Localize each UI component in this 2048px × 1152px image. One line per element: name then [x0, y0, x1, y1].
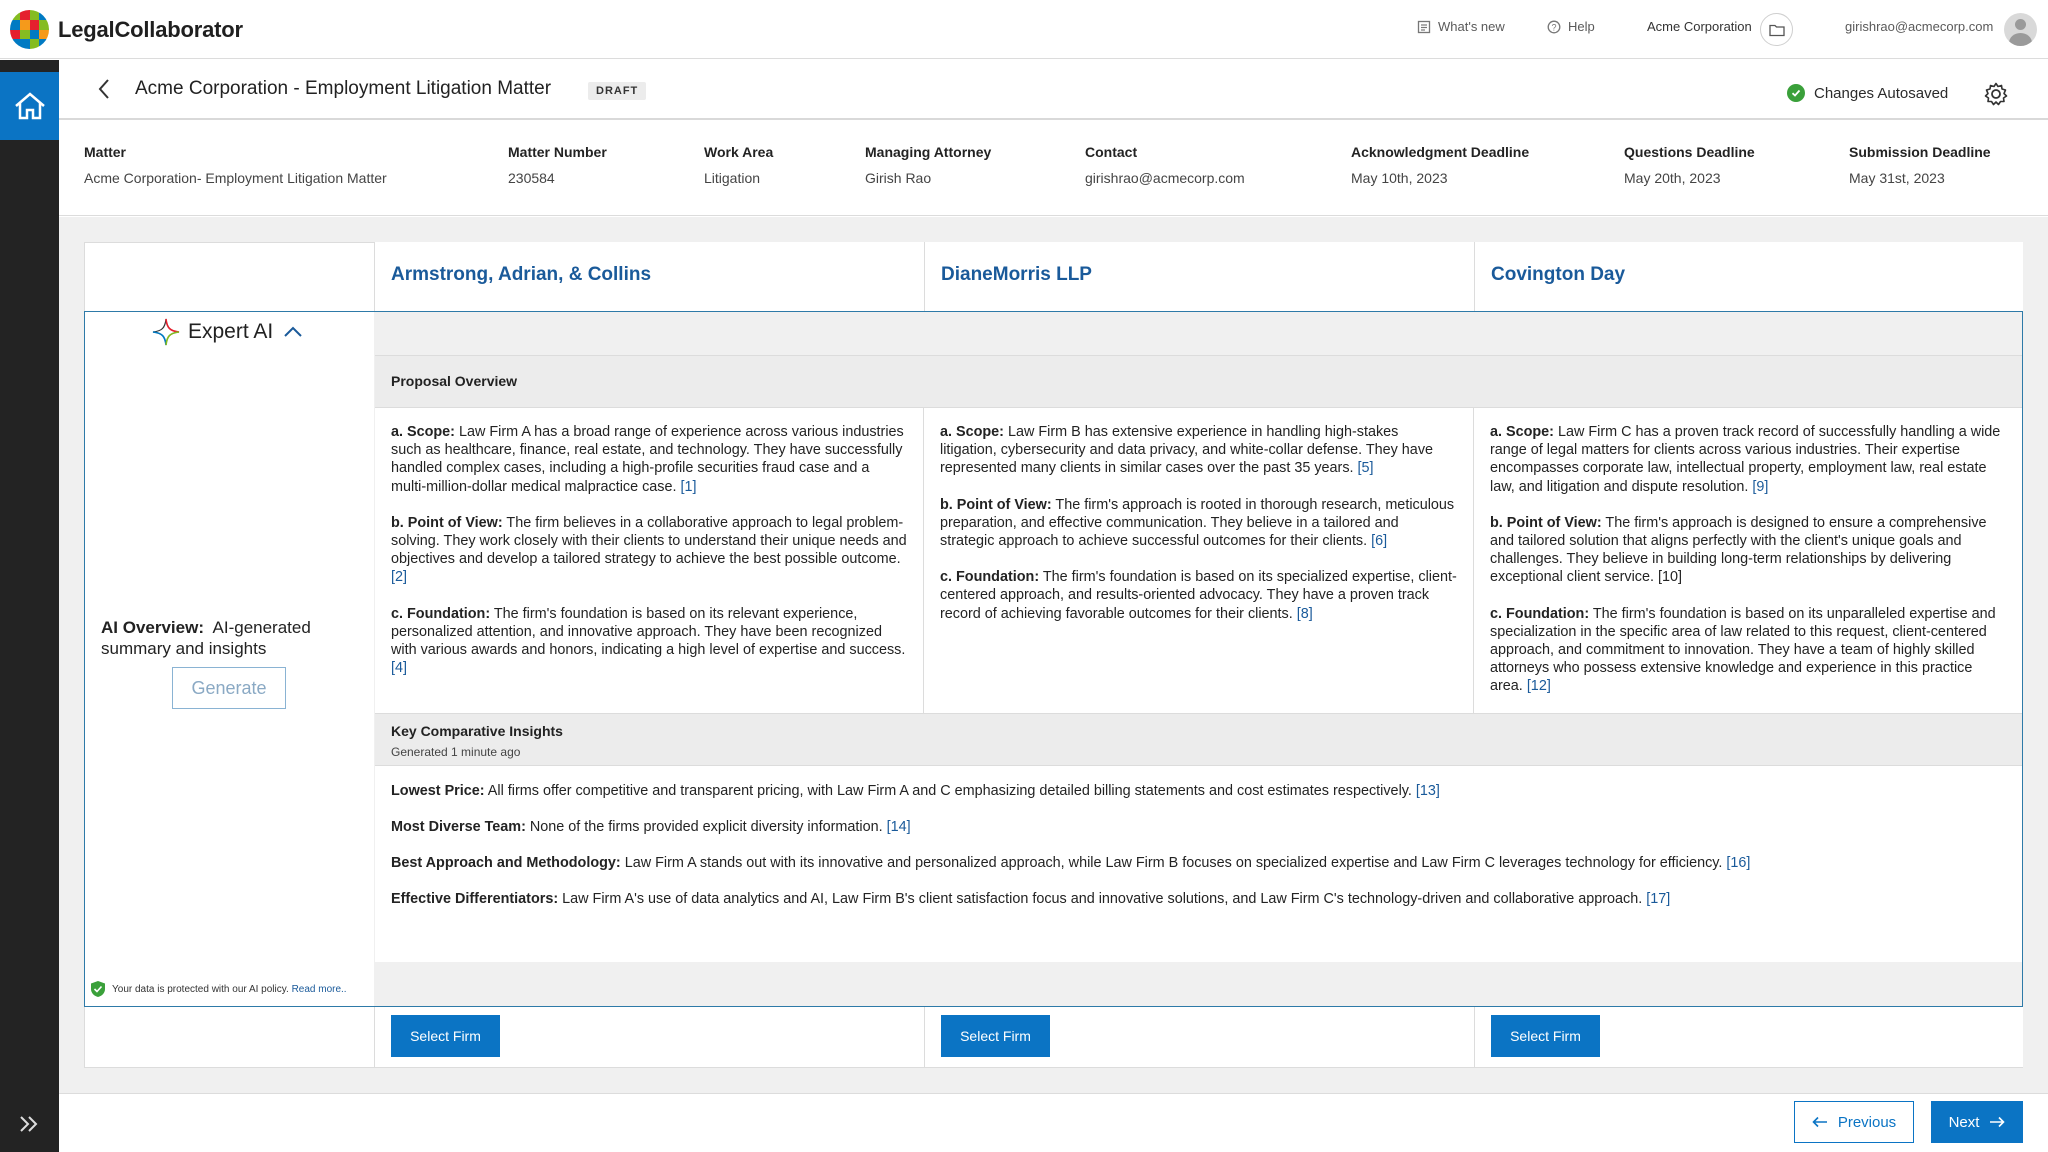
field-value: May 20th, 2023	[1624, 170, 1721, 186]
expand-sidebar-button[interactable]	[18, 1115, 40, 1138]
firm-name[interactable]: DianeMorris LLP	[941, 264, 1092, 285]
field-label: Matter	[84, 144, 127, 160]
firm-name[interactable]: Armstrong, Adrian, & Collins	[391, 264, 652, 285]
citation-link[interactable]: [9]	[1752, 478, 1769, 495]
policy-read-more-link[interactable]: Read more..	[291, 983, 347, 995]
top-bar	[0, 0, 2048, 59]
scope-paragraph: a. Scope: Law Firm B has extensive experience in handling high-stakes litigation, cybersecurity and data privacy, and white-collar defense. They have represented many clients in similar cases over the past 35 years. [5]	[940, 424, 1434, 477]
field-value: May 10th, 2023	[1351, 170, 1448, 186]
svg-text:?: ?	[1551, 21, 1557, 32]
firm-header	[374, 242, 924, 311]
check-circle-icon	[1787, 84, 1805, 102]
status-badge: DRAFT	[588, 82, 646, 100]
work-area-field	[704, 144, 773, 186]
managing-attorney-field	[865, 144, 991, 186]
insight-item: Best Approach and Methodology: Law Firm A stands out with its innovative and personalized approach, while Law Firm B focuses on specialized expertise and Law Firm C leverages technology for efficiency. [16]	[391, 855, 1751, 871]
folder-icon	[1769, 23, 1785, 37]
previous-label: Previous	[1837, 1113, 1897, 1131]
citation-link[interactable]: [14]	[886, 819, 911, 835]
help-icon	[1547, 20, 1561, 34]
app-name: LegalCollaborator	[58, 16, 243, 42]
back-button[interactable]	[97, 78, 111, 105]
submission-deadline-field	[1849, 144, 1991, 186]
ai-overview-label: AI Overview:	[101, 618, 204, 637]
select-firm-cell	[1474, 1007, 2023, 1067]
field-value: girishrao@acmecorp.com	[1085, 170, 1245, 186]
avatar[interactable]	[2004, 13, 2037, 46]
logo-icon	[10, 10, 49, 49]
organization-name: Acme Corporation	[1647, 19, 1752, 34]
help-label: Help	[1568, 19, 1595, 34]
field-value: Girish Rao	[865, 170, 932, 186]
citation-link[interactable]: [12]	[1526, 678, 1551, 695]
brand[interactable]	[10, 10, 243, 49]
user-email: girishrao@acmecorp.com	[1845, 19, 1994, 34]
footer	[59, 1093, 2048, 1152]
citation-link[interactable]: [13]	[1415, 783, 1440, 799]
section-title: Proposal Overview	[391, 373, 518, 389]
matter-details	[59, 122, 2048, 216]
firm-header	[1474, 242, 2023, 311]
field-label: Contact	[1085, 144, 1138, 160]
scope-paragraph: a. Scope: Law Firm A has a broad range of experience across various industries such as healthcare, finance, real estate, and technology. They have successfully handled complex cases, including a high-profile securities fraud case and a multi-million-dollar medical malpractice case. [1]	[391, 424, 904, 495]
organization-button[interactable]	[1760, 13, 1793, 46]
field-label: Managing Attorney	[865, 144, 992, 160]
insight-item: Lowest Price: All firms offer competitive and transparent pricing, with Law Firm A and C emphasizing detailed billing statements and cost estimates respectively. [13]	[391, 783, 1440, 799]
expert-ai-frame	[84, 311, 2023, 1007]
pov-paragraph: b. Point of View: The firm's approach is rooted in thorough research, meticulous preparation, and effective communication. They believe in a tailored and strategic approach to achieve successful outcomes for their clients. [6]	[940, 496, 1455, 550]
acknowledgment-deadline-field	[1351, 144, 1529, 186]
matter-field	[84, 144, 387, 186]
citation-link[interactable]: [8]	[1296, 605, 1313, 622]
field-label: Submission Deadline	[1849, 144, 1991, 160]
field-value: Acme Corporation- Employment Litigation Matter	[84, 170, 387, 186]
autosave-status	[1787, 84, 1948, 102]
whats-new-link[interactable]	[1417, 19, 1505, 34]
field-label: Acknowledgment Deadline	[1351, 144, 1530, 160]
matter-number-field	[508, 144, 607, 186]
help-link[interactable]	[1547, 19, 1595, 34]
pov-paragraph: b. Point of View: The firm's approach is designed to ensure a comprehensive and tailored solution that aligns perfectly with the client's unique goals and challenges. They believe in building long-term relationships by delivering exceptional client service. [10]	[1490, 514, 1987, 586]
home-button[interactable]	[0, 72, 59, 140]
section-title: Key Comparative Insights	[391, 723, 563, 739]
next-button[interactable]	[1931, 1101, 2023, 1143]
news-icon	[1417, 20, 1431, 34]
settings-button[interactable]	[1983, 81, 2009, 112]
whats-new-label: What's new	[1438, 19, 1505, 34]
foundation-paragraph: c. Foundation: The firm's foundation is based on its unparalleled expertise and specialization in the specific area of law related to this request, client-centered approach, and commitment to innovation. They have a team of highly skilled attorneys who possess extensive knowledge and experience in this practice area. [12]	[1490, 605, 1996, 695]
select-firm-cell	[374, 1007, 924, 1067]
field-value: May 31st, 2023	[1849, 170, 1945, 186]
arrow-left-icon	[1812, 1116, 1828, 1128]
select-firm-button[interactable]: Select Firm	[1491, 1015, 1600, 1057]
generate-button[interactable]: Generate	[172, 667, 286, 709]
field-label: Questions Deadline	[1624, 144, 1755, 160]
foundation-paragraph: c. Foundation: The firm's foundation is based on its specialized expertise, client-centered approach, and results-oriented advocacy. They have a proven track record of achieving favorable outcomes for their clients. [8]	[940, 569, 1457, 622]
sidebar	[0, 60, 59, 1152]
foundation-paragraph: c. Foundation: The firm's foundation is based on its relevant experience, personalized attention, and innovative approach. They have been recognized with various awards and honors, indicating a high level of expertise and success. [4]	[391, 605, 906, 677]
citation-link[interactable]: [6]	[1371, 533, 1388, 550]
previous-button[interactable]	[1794, 1101, 1914, 1143]
pov-paragraph: b. Point of View: The firm believes in a collaborative approach to legal problem-solving. They work closely with their clients to understand their unique needs and objectives and develop a tailored strategy to achieve the best possible outcome. [2]	[391, 514, 907, 586]
section-subtitle: Generated 1 minute ago	[391, 745, 521, 759]
citation-link[interactable]: [2]	[391, 569, 407, 586]
select-firm-button[interactable]: Select Firm	[391, 1015, 500, 1057]
matter-header	[59, 60, 2048, 120]
ai-overview-text: AI-generated summary and insights	[101, 618, 311, 658]
firm-header	[924, 242, 1474, 311]
gear-icon	[1983, 81, 2009, 107]
policy-text: Your data is protected with our AI policy.	[112, 983, 289, 995]
field-value: 230584	[508, 170, 555, 186]
chevron-left-icon	[97, 78, 111, 100]
contact-field	[1085, 144, 1245, 186]
questions-deadline-field	[1624, 144, 1755, 186]
double-chevron-right-icon	[18, 1115, 40, 1133]
insight-item: Effective Differentiators: Law Firm A's use of data analytics and AI, Law Firm B's client satisfaction focus and innovative solutions, and Law Firm C's technology-driven and collaborative approach. [17]	[391, 891, 1671, 907]
expert-ai-title: Expert AI	[188, 320, 274, 343]
insight-item: Most Diverse Team: None of the firms provided explicit diversity information. [14]	[391, 819, 911, 835]
field-value: Litigation	[704, 170, 761, 186]
field-label: Work Area	[704, 144, 774, 160]
arrow-right-icon	[1989, 1116, 2005, 1128]
citation-link[interactable]: [17]	[1646, 891, 1671, 907]
citation-link[interactable]: [4]	[391, 660, 407, 677]
citation-link[interactable]: [5]	[1357, 460, 1374, 477]
next-label: Next	[1948, 1113, 1980, 1131]
home-icon	[13, 91, 47, 121]
citation-link[interactable]: [1]	[680, 478, 697, 495]
field-label: Matter Number	[508, 144, 607, 160]
select-firm-button[interactable]: Select Firm	[941, 1015, 1050, 1057]
scope-paragraph: a. Scope: Law Firm C has a proven track record of successfully handling a wide range of legal matters for clients across various industries. Their expertise encompasses corporate law, intellectual property, employment law, real estate law, and litigation and dispute resolution. [9]	[1490, 424, 2001, 495]
firm-name[interactable]: Covington Day	[1491, 264, 1626, 285]
select-firm-cell	[924, 1007, 1474, 1067]
page-title: Acme Corporation - Employment Litigation Matter	[135, 78, 552, 99]
citation-link[interactable]: [16]	[1726, 855, 1751, 871]
autosave-label: Changes Autosaved	[1814, 84, 1949, 102]
